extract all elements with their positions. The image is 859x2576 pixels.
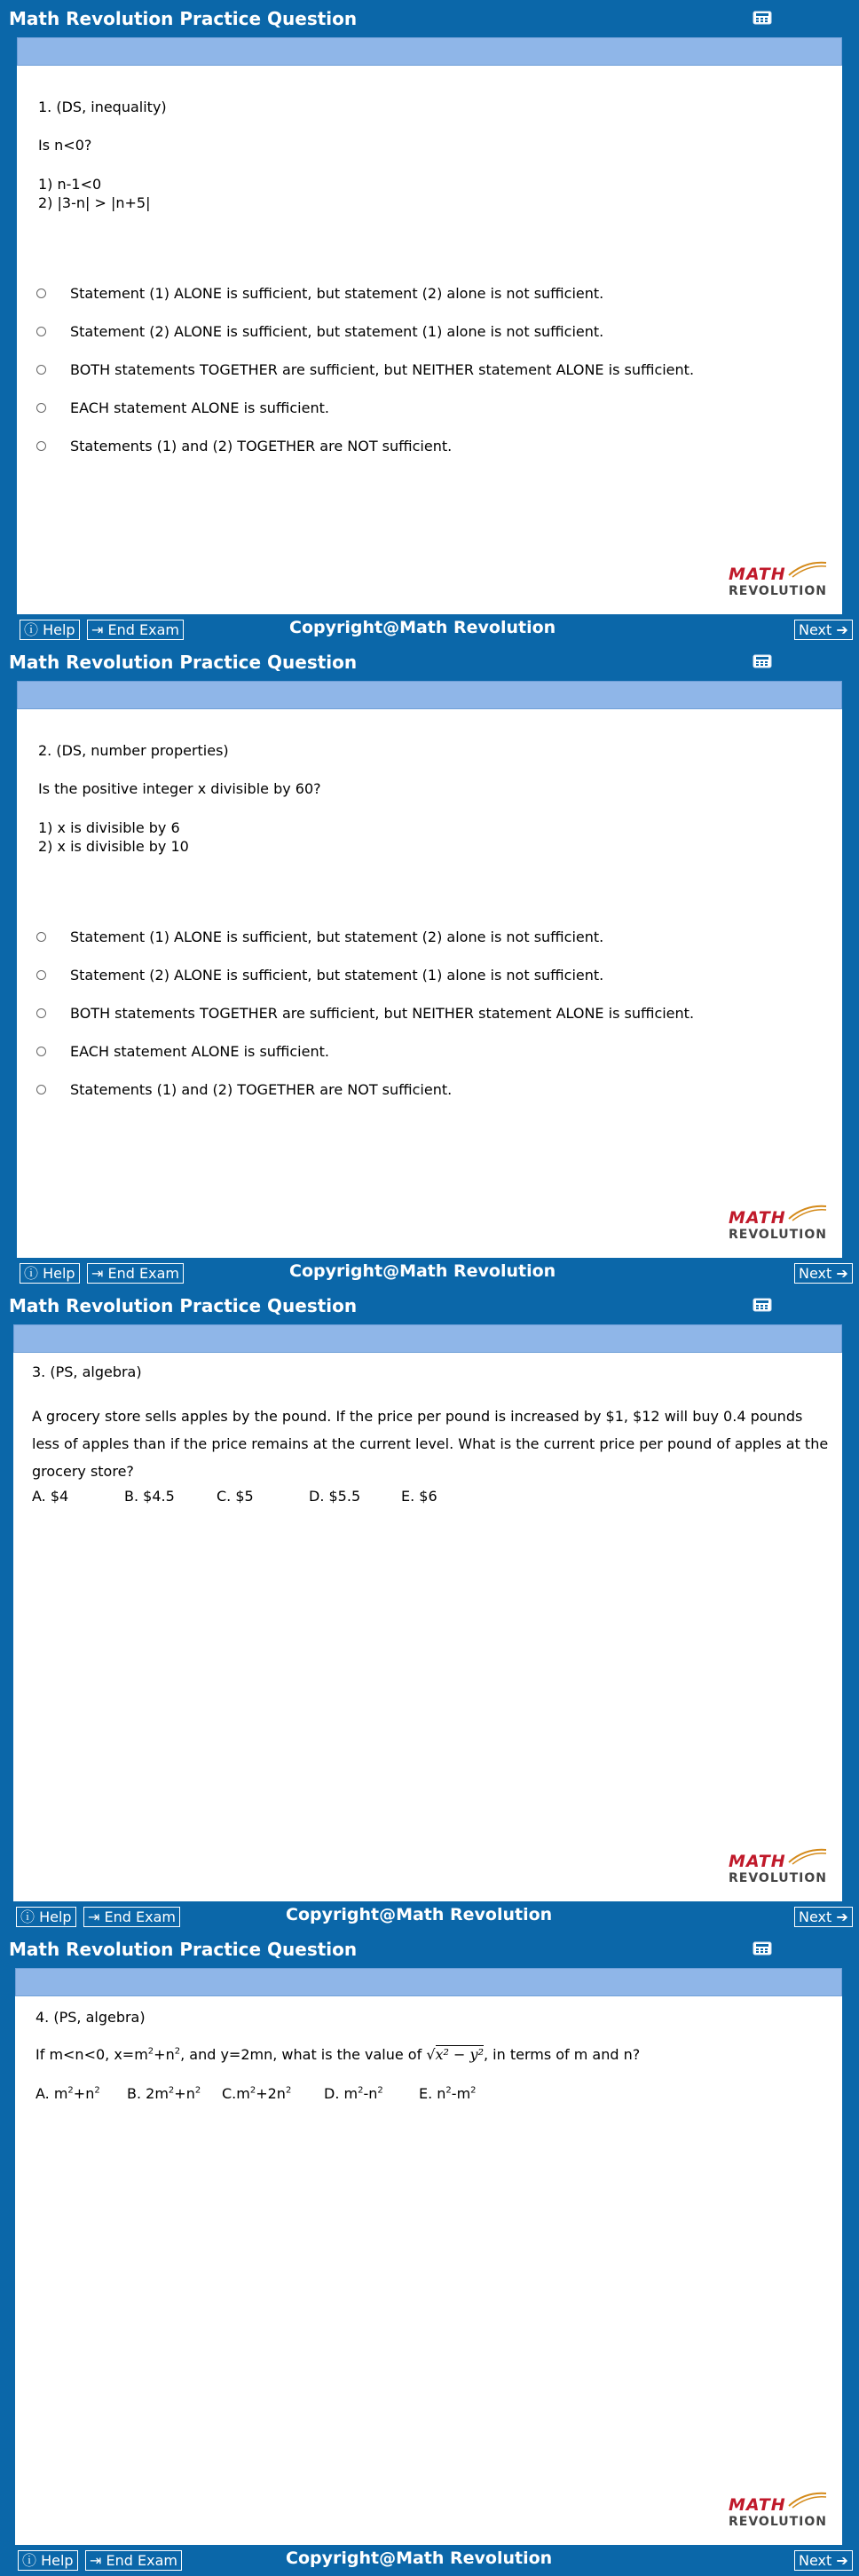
answer-choice-c[interactable]: $C.m^2+2n^2$ bbox=[222, 2085, 292, 2102]
end-exam-button[interactable]: ⇥ End Exam bbox=[87, 620, 184, 640]
radio-button[interactable] bbox=[36, 288, 46, 298]
question-screen-4 bbox=[0, 1931, 859, 2576]
right-frame bbox=[842, 1324, 859, 1901]
left-frame bbox=[0, 1324, 13, 1901]
exit-icon: ⇥ bbox=[88, 1908, 100, 1925]
question-content: 2. (DS, number properties) Is the positive integer x divisible by 60? 1) x is divisible by 6 2) x is divisible by 10 Statement (1) ALONE is sufficient, but statement (2) alone is not sufficient. Statement (2) ALONE is sufficient, but statement (1) alone is not sufficient. BOTH statements TOGETHER are sufficient, but NEITHER statement ALONE is sufficient. EACH statement ALONE is sufficient. Statements (1) and (2) TOGETHER are NOT sufficient. MATH REVOLUTION bbox=[17, 709, 842, 1258]
statement-2: 2) x is divisible by 10 bbox=[38, 838, 189, 855]
question-header: 1. (DS, inequality) bbox=[38, 99, 167, 115]
question-content bbox=[13, 1353, 842, 1901]
radio-button[interactable] bbox=[36, 1008, 46, 1018]
radio-button[interactable] bbox=[36, 970, 46, 980]
answer-choice-e[interactable]: E. $n^2-m^2$ bbox=[419, 2085, 477, 2102]
calculator-icon[interactable] bbox=[753, 1941, 772, 1956]
logo-swoosh-icon bbox=[787, 1846, 828, 1866]
statement-1: 1) n-1<0 bbox=[38, 176, 102, 193]
question-screen-3 bbox=[0, 1287, 859, 1931]
radio-button[interactable] bbox=[36, 1085, 46, 1094]
title-bar bbox=[0, 0, 859, 37]
arrow-right-icon: ➔ bbox=[836, 621, 848, 638]
arrow-right-icon: ➔ bbox=[836, 1265, 848, 1282]
square-root-expression: √x² − y² bbox=[426, 2046, 484, 2063]
left-frame bbox=[0, 37, 17, 614]
question-header: 2. (DS, number properties) bbox=[38, 742, 229, 759]
statement-2: 2) |3-n| > |n+5| bbox=[38, 194, 151, 211]
question-content bbox=[15, 1996, 842, 2545]
answer-choice-a[interactable]: A. $m^2+n^2$ bbox=[35, 2085, 100, 2102]
logo-swoosh-icon bbox=[787, 1203, 828, 1222]
question-screen-1 bbox=[0, 0, 859, 644]
window-title: Math Revolution Practice Question bbox=[9, 8, 358, 29]
window-title: Math Revolution Practice Question bbox=[9, 652, 358, 673]
radio-button[interactable] bbox=[36, 1047, 46, 1056]
help-button[interactable]: ⓘ Help bbox=[18, 2550, 78, 2571]
bottom-bar bbox=[0, 1901, 859, 1931]
exit-icon: ⇥ bbox=[90, 2552, 102, 2569]
help-button[interactable]: ⓘ Help bbox=[20, 620, 80, 640]
answer-choice-d[interactable]: D. $m^2-n^2$ bbox=[324, 2085, 383, 2102]
question-content: 1. (DS, inequality) Is n<0? 1) n-1<0 2) |3-n| > |n+5| Statement (1) ALONE is sufficient, but statement (2) alone is not sufficient. Statement (2) ALONE is sufficient, but statement (1) alone is not sufficient. BOTH statements TOGETHER are sufficient, but NEITHER statement ALONE is sufficient. EACH statement ALONE is sufficient. Statements (1) and (2) TOGETHER are NOT sufficient. MATH REVOLUTION bbox=[17, 66, 842, 614]
math-revolution-logo: MATH REVOLUTION bbox=[729, 2495, 826, 2531]
bottom-bar bbox=[0, 2545, 859, 2576]
help-icon: ⓘ bbox=[24, 621, 39, 638]
arrow-right-icon: ➔ bbox=[836, 2552, 848, 2569]
answer-choice-c[interactable]: C. $5 bbox=[217, 1488, 254, 1505]
calculator-icon[interactable] bbox=[753, 11, 772, 25]
next-button[interactable]: Next ➔ bbox=[794, 2550, 853, 2571]
copyright-text: Copyright@Math Revolution bbox=[289, 618, 556, 637]
radio-button[interactable] bbox=[36, 441, 46, 451]
logo-swoosh-icon bbox=[787, 2490, 828, 2509]
question-text: Is n<0? bbox=[38, 137, 92, 154]
help-button[interactable]: ⓘ Help bbox=[16, 1907, 76, 1927]
question-header: 4. (PS, algebra) bbox=[35, 2009, 146, 2026]
window-title: Math Revolution Practice Question bbox=[9, 1939, 358, 1960]
calculator-icon[interactable] bbox=[753, 1298, 772, 1312]
calculator-icon[interactable] bbox=[753, 654, 772, 668]
statement-1: 1) x is divisible by 6 bbox=[38, 819, 180, 836]
left-frame bbox=[0, 681, 17, 1258]
math-revolution-logo: MATH REVOLUTION bbox=[729, 1852, 826, 1887]
toolbar-strip bbox=[17, 37, 842, 66]
answer-choice-a[interactable]: A. $4 bbox=[32, 1488, 69, 1505]
question-text: A grocery store sells apples by the pound. If the price per pound is increased by $1, $12 will buy 0.4 pounds less of apples than if the price remains at the current level. What is the current price per pound of apples at the grocery store? bbox=[32, 1408, 829, 1480]
help-icon: ⓘ bbox=[24, 1265, 39, 1282]
exit-icon: ⇥ bbox=[91, 1265, 104, 1282]
end-exam-button[interactable]: ⇥ End Exam bbox=[85, 2550, 182, 2571]
answer-choice-d[interactable]: D. $5.5 bbox=[309, 1488, 361, 1505]
question-screen-2 bbox=[0, 644, 859, 1287]
toolbar-strip bbox=[15, 1968, 842, 1996]
next-button[interactable]: Next ➔ bbox=[794, 620, 853, 640]
arrow-right-icon: ➔ bbox=[836, 1908, 848, 1925]
title-bar bbox=[0, 1287, 859, 1324]
radio-button[interactable] bbox=[36, 932, 46, 942]
window-title: Math Revolution Practice Question bbox=[9, 1295, 358, 1316]
question-header: 3. (PS, algebra) bbox=[32, 1363, 142, 1380]
right-frame bbox=[842, 1968, 859, 2545]
left-frame bbox=[0, 1968, 15, 2545]
right-frame bbox=[842, 681, 859, 1258]
answer-choice-b[interactable]: B. $4.5 bbox=[124, 1488, 175, 1505]
next-button[interactable]: Next ➔ bbox=[794, 1263, 853, 1284]
question-text: Is the positive integer x divisible by 60? bbox=[38, 780, 321, 797]
answer-choice-b[interactable]: B. $2m^2+n^2$ bbox=[127, 2085, 201, 2102]
radio-button[interactable] bbox=[36, 365, 46, 375]
end-exam-button[interactable]: ⇥ End Exam bbox=[87, 1263, 184, 1284]
copyright-text: Copyright@Math Revolution bbox=[286, 2548, 553, 2568]
math-revolution-logo: MATH REVOLUTION bbox=[729, 565, 826, 600]
end-exam-button[interactable]: ⇥ End Exam bbox=[83, 1907, 180, 1927]
help-icon: ⓘ bbox=[20, 1908, 35, 1925]
answer-choice-e[interactable]: E. $6 bbox=[401, 1488, 437, 1505]
toolbar-strip bbox=[17, 681, 842, 709]
copyright-text: Copyright@Math Revolution bbox=[289, 1261, 556, 1281]
help-icon: ⓘ bbox=[22, 2552, 37, 2569]
next-button[interactable]: Next ➔ bbox=[794, 1907, 853, 1927]
exit-icon: ⇥ bbox=[91, 621, 104, 638]
radio-button[interactable] bbox=[36, 403, 46, 413]
help-button[interactable]: ⓘ Help bbox=[20, 1263, 80, 1284]
math-revolution-logo: MATH REVOLUTION bbox=[729, 1208, 826, 1244]
title-bar bbox=[0, 1931, 859, 1968]
toolbar-strip bbox=[13, 1324, 842, 1353]
bottom-bar bbox=[0, 614, 859, 644]
question-text: If m<n<0, $x=m^2+n^2$, and y=2mn, what is the value of √x² − y², in terms of m and n? bbox=[35, 2046, 641, 2063]
bottom-bar bbox=[0, 1258, 859, 1287]
radio-button[interactable] bbox=[36, 327, 46, 336]
copyright-text: Copyright@Math Revolution bbox=[286, 1905, 553, 1924]
right-frame bbox=[842, 37, 859, 614]
title-bar bbox=[0, 644, 859, 681]
logo-swoosh-icon bbox=[787, 559, 828, 579]
